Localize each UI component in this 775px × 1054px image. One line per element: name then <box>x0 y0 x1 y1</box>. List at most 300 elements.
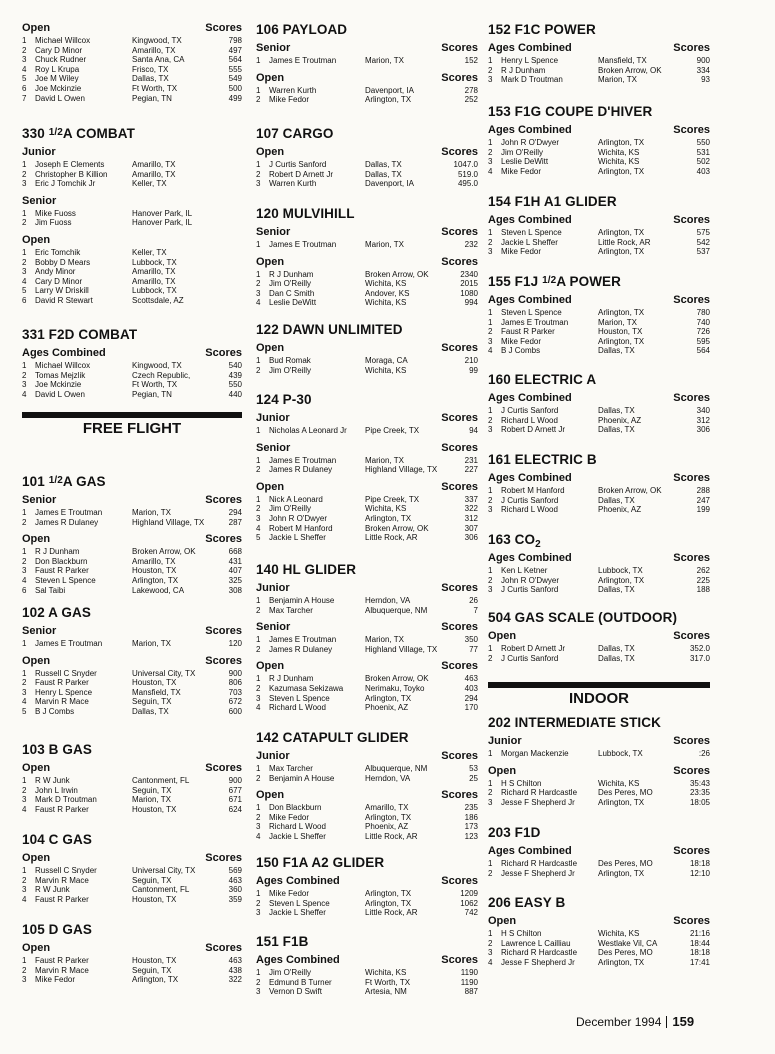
result-row <box>22 267 242 277</box>
class-heading <box>22 762 242 775</box>
hometown: Ft Worth, TX <box>132 84 178 93</box>
score-value: 499 <box>228 93 242 103</box>
scores-label: Scores <box>673 735 710 747</box>
result-row <box>488 496 710 506</box>
contestant-name: Robert D Arnett Jr <box>269 169 334 179</box>
scores-label: Scores <box>205 942 242 954</box>
class-heading <box>22 942 242 955</box>
class-name: Junior <box>256 582 290 594</box>
score-value: 555 <box>228 64 242 74</box>
result-row <box>256 279 478 289</box>
class-name: Open <box>22 852 51 864</box>
placing: 4 <box>256 523 261 533</box>
placing: 2 <box>22 45 27 55</box>
contestant-name: H S Chilton <box>501 778 542 788</box>
contestant-name: Robert M Hanford <box>269 523 333 533</box>
hometown: Houston, TX <box>598 327 643 337</box>
hometown: Wichita, KS <box>598 778 640 788</box>
hometown: Marion, TX <box>132 508 171 517</box>
hometown: Lakewood, CA <box>132 585 185 595</box>
scores-label: Scores <box>205 494 242 506</box>
placing: 3 <box>256 179 261 189</box>
hometown: Kingwood, TX <box>132 361 182 370</box>
result-row <box>256 504 478 514</box>
score-value: 403 <box>696 166 710 176</box>
score-value: :26 <box>698 749 710 758</box>
score-value: 780 <box>696 308 710 317</box>
scores-label: Scores <box>673 552 710 564</box>
class-name: Ages Combined <box>488 294 572 306</box>
score-value: 726 <box>696 327 710 337</box>
result-row <box>22 277 242 287</box>
event-title: 154 F1H A1 GLIDER <box>488 194 617 209</box>
score-value: 247 <box>696 495 710 505</box>
class-heading <box>22 533 242 546</box>
score-value: 994 <box>464 298 478 308</box>
contestant-name: Jim O'Reilly <box>269 365 311 375</box>
result-row <box>22 956 242 966</box>
contestant-name: Don Blackburn <box>269 803 322 813</box>
result-row <box>256 465 478 475</box>
score-value: 677 <box>228 785 242 795</box>
placing: 6 <box>22 585 27 595</box>
class-name: Ages Combined <box>256 954 340 966</box>
hometown: Universal City, TX <box>132 866 196 875</box>
scores-label: Scores <box>673 392 710 404</box>
result-row <box>22 361 242 371</box>
page-footer <box>576 1014 694 1029</box>
contestant-name: R W Junk <box>35 885 70 895</box>
scores-label: Scores <box>441 71 478 84</box>
score-value: 564 <box>228 55 242 65</box>
class-name: Ages Combined <box>488 214 572 226</box>
placing: 3 <box>488 247 493 257</box>
contestant-name: John R O'Dwyer <box>501 138 559 147</box>
hometown: Universal City, TX <box>132 668 196 678</box>
score-value: 2015 <box>460 279 478 289</box>
result-row <box>488 167 710 177</box>
placing: 1 <box>256 85 261 95</box>
hometown: Arlington, TX <box>598 336 645 346</box>
class-heading <box>256 72 478 85</box>
hometown: Arlington, TX <box>598 138 645 147</box>
hometown: Cantonment, FL <box>132 885 190 895</box>
scores-label: Scores <box>441 750 478 762</box>
score-value: 35:43 <box>689 778 710 788</box>
hometown: Houston, TX <box>132 678 177 688</box>
placing: 1 <box>256 889 261 898</box>
contestant-name: Marvin R Mace <box>35 697 89 707</box>
event-title <box>488 274 710 289</box>
issue-date: December 1994 <box>576 1015 662 1029</box>
contestant-name: Henry L Spence <box>501 56 559 65</box>
scores-label: Scores <box>205 762 242 774</box>
score-value: 350 <box>464 635 478 645</box>
contestant-name: Ken L Ketner <box>501 566 548 575</box>
contestant-name: Faust R Parker <box>35 566 89 576</box>
section-rule <box>22 412 242 418</box>
contestant-name: Don Blackburn <box>35 556 88 566</box>
result-row <box>488 654 710 664</box>
placing: 2 <box>22 556 27 566</box>
placing: 4 <box>22 894 27 904</box>
contestant-name: Richard R Hardcastle <box>501 788 578 798</box>
placing: 3 <box>488 336 493 346</box>
contestant-name: J Curtis Sanford <box>501 406 559 415</box>
result-row <box>488 75 710 85</box>
class-name: Junior <box>488 735 522 747</box>
hometown: Seguin, TX <box>132 965 172 975</box>
hometown: Dallas, TX <box>598 653 635 663</box>
score-value: 595 <box>696 336 710 346</box>
score-value: 334 <box>696 65 710 75</box>
event-title: 104 C GAS <box>22 832 92 847</box>
contestant-name: Leslie DeWitt <box>501 157 549 167</box>
scores-label: Scores <box>673 294 710 306</box>
placing: 2 <box>256 977 261 987</box>
contestant-name: Jackie L Sheffer <box>269 832 326 841</box>
event-number: 163 CO <box>488 532 536 547</box>
hometown: Broken Arrow, OK <box>365 523 429 533</box>
scores-label: Scores <box>205 22 242 34</box>
score-value: 359 <box>228 894 242 904</box>
contestant-name: J Curtis Sanford <box>501 495 559 505</box>
event-title <box>22 474 242 489</box>
hometown: Pipe Creek, TX <box>365 494 420 504</box>
event-title: 122 DAWN UNLIMITED <box>256 322 403 337</box>
result-row <box>22 170 242 180</box>
class-heading <box>22 625 242 638</box>
placing: 3 <box>22 566 27 576</box>
hometown: Arlington, TX <box>365 95 412 105</box>
score-value: 306 <box>464 533 478 543</box>
hometown: Kingwood, TX <box>132 36 182 45</box>
class-name: Senior <box>256 42 291 54</box>
result-row <box>256 987 478 997</box>
result-row <box>22 795 242 805</box>
result-row <box>22 508 242 518</box>
score-value: 900 <box>228 776 242 785</box>
result-row <box>256 822 478 832</box>
placing: 1 <box>22 36 27 45</box>
scores-label: Scores <box>673 764 710 777</box>
hometown: Amarillo, TX <box>365 803 409 813</box>
hometown: Ft Worth, TX <box>132 380 178 390</box>
placing: 3 <box>22 55 27 65</box>
hometown: Czech Republic, <box>132 370 191 380</box>
score-value: 12:10 <box>689 868 710 878</box>
event-title: 120 MULVIHILL <box>256 206 355 221</box>
placing: 5 <box>22 286 27 296</box>
hometown: Marion, TX <box>132 795 171 805</box>
hometown: Highland Village, TX <box>365 644 438 654</box>
placing: 1 <box>256 240 261 249</box>
score-value: 500 <box>228 84 242 93</box>
score-value: 7 <box>473 605 478 615</box>
class-heading <box>256 226 478 239</box>
result-row <box>488 56 710 66</box>
contestant-name: Dan C Smith <box>269 288 315 298</box>
result-row <box>488 327 710 337</box>
result-row <box>256 298 478 308</box>
contestant-name: B J Combs <box>501 346 541 356</box>
score-value: 403 <box>464 684 478 693</box>
hometown: Arlington, TX <box>132 576 179 585</box>
score-value: 407 <box>228 566 242 576</box>
hometown: Broken Arrow, OK <box>598 486 662 495</box>
score-value: 502 <box>696 157 710 167</box>
class-heading <box>488 294 710 307</box>
scores-label: Scores <box>441 621 478 634</box>
hometown: Ft Worth, TX <box>365 977 411 987</box>
hometown: Little Rock, AR <box>365 908 418 918</box>
result-row <box>22 639 242 649</box>
contestant-name: Cary D Minor <box>35 276 83 286</box>
hometown: Dallas, TX <box>598 585 635 595</box>
contestant-name: James E Troutman <box>269 56 337 65</box>
placing: 4 <box>256 298 261 308</box>
hometown: Dallas, TX <box>598 346 635 356</box>
class-heading <box>256 481 478 494</box>
hometown: Arlington, TX <box>598 868 645 878</box>
placing: 2 <box>256 644 261 654</box>
placing: 4 <box>22 576 27 585</box>
contestant-name: Russell C Snyder <box>35 668 97 678</box>
hometown: Marion, TX <box>365 455 404 465</box>
result-row <box>256 495 478 505</box>
contestant-name: Mike Fedor <box>35 975 76 985</box>
contestant-name: James E Troutman <box>35 639 103 648</box>
score-value: 18:05 <box>689 797 710 807</box>
hometown: Arlington, TX <box>365 514 412 523</box>
placing: 2 <box>488 147 493 157</box>
score-value: 308 <box>228 585 242 595</box>
contestant-name: James R Dulaney <box>35 517 99 527</box>
hometown: Hanover Park, IL <box>132 218 193 228</box>
contestant-name: Faust R Parker <box>35 804 89 814</box>
score-value: 227 <box>464 465 478 475</box>
class-name: Open <box>256 789 285 802</box>
score-value: 325 <box>228 576 242 585</box>
event-title: 102 A GAS <box>22 605 91 620</box>
hometown: Marion, TX <box>132 639 171 648</box>
result-row <box>256 978 478 988</box>
contestant-name: Chuck Rudner <box>35 55 87 65</box>
score-value: 624 <box>228 804 242 814</box>
result-row <box>256 289 478 299</box>
contestant-name: Bud Romak <box>269 356 311 365</box>
contestant-name: Morgan Mackenzie <box>501 749 569 758</box>
result-row <box>22 707 242 717</box>
scores-label: Scores <box>441 42 478 54</box>
class-name: Senior <box>256 441 291 454</box>
hometown: Wichita, KS <box>365 298 407 308</box>
contestant-name: Warren Kurth <box>269 179 317 189</box>
score-value: 564 <box>696 346 710 356</box>
score-value: 93 <box>701 75 710 85</box>
hometown: Seguin, TX <box>132 875 172 885</box>
hometown: Wichita, KS <box>598 929 640 938</box>
placing: 4 <box>22 389 27 399</box>
class-name: Senior <box>22 625 57 637</box>
contestant-name: Larry W Driskill <box>35 286 89 296</box>
placing: 1 <box>22 956 27 965</box>
hometown: Dallas, TX <box>132 74 169 84</box>
result-row <box>22 566 242 576</box>
placing: 1 <box>22 361 27 370</box>
placing: 2 <box>22 875 27 885</box>
class-name: Ages Combined <box>488 845 572 857</box>
contestant-name: Marvin R Mace <box>35 965 89 975</box>
contestant-name: Jim O'Reilly <box>501 147 543 157</box>
contestant-name: R J Dunham <box>501 65 546 75</box>
placing: 3 <box>22 795 27 805</box>
score-value: 235 <box>464 803 478 813</box>
score-value: 1190 <box>460 977 478 987</box>
result-row <box>22 805 242 815</box>
hometown: Arlington, TX <box>365 693 412 703</box>
score-value: 887 <box>464 987 478 997</box>
result-row <box>256 832 478 842</box>
placing: 4 <box>256 832 261 841</box>
score-value: 287 <box>228 517 242 527</box>
scores-label: Scores <box>441 342 478 354</box>
result-row <box>256 774 478 784</box>
class-heading <box>488 552 710 565</box>
score-value: 438 <box>228 965 242 975</box>
contestant-name: Jackie L Sheffer <box>501 237 558 247</box>
placing: 4 <box>22 804 27 814</box>
event-title <box>22 126 242 141</box>
result-row <box>22 296 242 306</box>
placing: 1 <box>256 968 261 977</box>
placing: 3 <box>256 693 261 703</box>
score-value: 798 <box>228 36 242 45</box>
class-name: Ages Combined <box>256 875 340 887</box>
placing: 2 <box>488 65 493 75</box>
placing: 2 <box>256 605 261 615</box>
placing: 1 <box>256 803 261 813</box>
contestant-name: John R O'Dwyer <box>501 575 559 585</box>
score-value: 26 <box>469 596 478 605</box>
placing: 3 <box>22 687 27 697</box>
hometown: Wichita, KS <box>598 147 640 157</box>
hometown: Amarillo, TX <box>132 169 176 179</box>
event-title <box>488 532 710 550</box>
placing: 1 <box>488 778 493 788</box>
placing: 1 <box>22 508 27 517</box>
result-row <box>488 247 710 257</box>
scores-label: Scores <box>673 472 710 484</box>
contestant-name: Henry L Spence <box>35 687 93 697</box>
placing: 1 <box>22 160 27 169</box>
contestant-name: B J Combs <box>35 707 75 716</box>
hometown: Pegian, TN <box>132 93 172 103</box>
placing: 2 <box>488 415 493 425</box>
result-row <box>256 684 478 694</box>
result-row <box>488 318 710 328</box>
class-name: Open <box>488 915 517 927</box>
score-value: 337 <box>464 494 478 504</box>
result-row <box>256 899 478 909</box>
class-name: Open <box>22 942 51 954</box>
class-heading <box>22 655 242 668</box>
result-row <box>488 948 710 958</box>
score-value: 806 <box>228 678 242 688</box>
score-value: 94 <box>469 426 478 435</box>
section-rule <box>488 682 710 688</box>
contestant-name: Joe Mckinzie <box>35 84 82 93</box>
contestant-name: Mike Fedor <box>269 812 310 822</box>
contestant-name: James R Dulaney <box>269 644 333 654</box>
placing: 1 <box>488 56 493 65</box>
contestant-name: Cary D Minor <box>35 45 83 55</box>
class-heading <box>256 412 478 425</box>
placing: 3 <box>22 380 27 390</box>
result-row <box>256 764 478 774</box>
scores-label: Scores <box>441 412 478 424</box>
placing: 2 <box>22 169 27 179</box>
result-row <box>256 596 478 606</box>
placing: 2 <box>488 575 493 585</box>
placing: 3 <box>22 179 27 189</box>
result-row <box>256 160 478 170</box>
class-heading <box>256 342 478 355</box>
result-row <box>22 46 242 56</box>
result-row <box>488 585 710 595</box>
hometown: Andover, KS <box>365 288 410 298</box>
result-row <box>22 248 242 258</box>
placing: 3 <box>22 267 27 277</box>
contestant-name: John L Irwin <box>35 785 78 795</box>
score-value: 463 <box>228 875 242 885</box>
contestant-name: Richard L Wood <box>501 505 558 515</box>
placing: 3 <box>22 885 27 895</box>
class-heading <box>256 621 478 634</box>
contestant-name: Faust R Parker <box>501 327 555 337</box>
score-value: 703 <box>228 687 242 697</box>
contestant-name: James E Troutman <box>35 508 103 517</box>
contestant-name: Joe M Wiley <box>35 74 79 84</box>
hometown: Amarillo, TX <box>132 556 176 566</box>
contestant-name: Robert M Hanford <box>501 486 565 495</box>
hometown: Highland Village, TX <box>132 517 205 527</box>
event-title: 151 F1B <box>256 934 309 949</box>
placing: 2 <box>488 653 493 663</box>
class-heading <box>488 845 710 858</box>
result-row <box>22 876 242 886</box>
result-row <box>256 356 478 366</box>
hometown: Keller, TX <box>132 179 167 189</box>
placing: 2 <box>488 868 493 878</box>
score-value: 262 <box>696 566 710 575</box>
result-row <box>488 238 710 248</box>
score-value: 231 <box>464 455 478 465</box>
class-name: Senior <box>256 621 291 634</box>
class-heading <box>22 195 242 208</box>
scores-label: Scores <box>205 347 242 359</box>
contestant-name: Mike Fedor <box>501 166 542 176</box>
hometown: Little Rock, AR <box>598 237 651 247</box>
result-row <box>256 606 478 616</box>
score-value: 188 <box>696 585 710 595</box>
result-row <box>22 576 242 586</box>
contestant-name: David L Owen <box>35 389 85 399</box>
hometown: Arlington, TX <box>598 957 645 967</box>
class-name: Open <box>256 480 285 493</box>
hometown: Houston, TX <box>132 804 177 814</box>
contestant-name: Mark D Troutman <box>501 75 563 85</box>
